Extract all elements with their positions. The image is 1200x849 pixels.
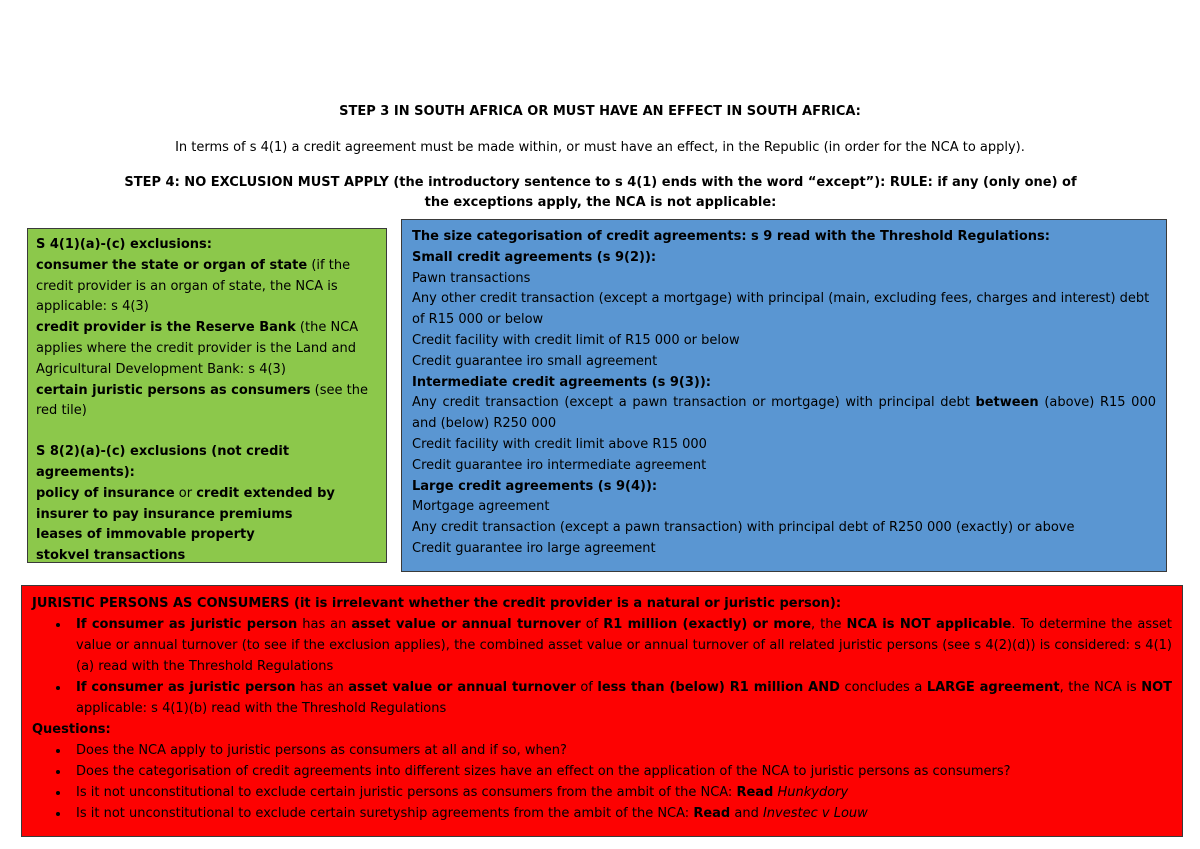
small-item: Credit facility with credit limit of R15 000 or below: [412, 332, 740, 348]
rule2-part: of: [575, 680, 598, 695]
rule2-part: LARGE agreement: [926, 680, 1060, 695]
exclusion-reserve-bank: [36, 318, 378, 380]
s4-exclusions-heading: S 4(1)(a)-(c) exclusions:: [36, 237, 212, 252]
rule1-part: of: [580, 617, 604, 632]
intermediate-item: Credit facility with credit limit above R15 000: [412, 436, 707, 452]
question4-read: Read: [693, 806, 731, 821]
question3-text: Is it not unconstitutional to exclude certain juristic persons as consumers from the ambit of the NCA:: [76, 785, 737, 800]
small-item: Pawn transactions: [412, 270, 531, 286]
rule1-part: has an: [297, 617, 352, 632]
rule1-part: R1 million (exactly) or more: [603, 617, 812, 632]
questions-list: [32, 740, 1172, 824]
step3-text: In terms of s 4(1) a credit agreement must be made within, or must have an effect, in the Republic (in order for the NCA to apply).: [175, 140, 1025, 155]
rule1-part: asset value or annual turnover: [351, 617, 581, 632]
exclusion-insurance: [36, 484, 378, 526]
intermediate-heading: Intermediate credit agreements (s 9(3)):: [412, 374, 711, 390]
exclusion-reserve-bank-bold: credit provider is the Reserve Bank: [36, 320, 296, 336]
intermediate-item-between: between: [975, 395, 1039, 411]
exclusion-state-rest: (if the credit provider is an organ of state, the NCA is applicable: s 4(3): [36, 257, 351, 315]
rule1-part: , the: [811, 617, 847, 632]
juristic-rules-list: [32, 614, 1172, 719]
rule2-part: less than (below) R1 million AND: [597, 680, 840, 695]
size-categorisation-box: [401, 219, 1167, 572]
questions-heading: Questions:: [32, 722, 111, 737]
question-item: • Does the categorisation of credit agreements into different sizes have an effect on the application of the NCA to juristic persons as consumers?: [70, 761, 1172, 782]
question-item: • Does the NCA apply to juristic persons as consumers at all and if so, when?: [70, 740, 1172, 761]
rule2-part: applicable: s 4(1)(b) read with the Threshold Regulations: [76, 701, 447, 716]
exclusions-box: [27, 228, 387, 563]
question-item: [70, 782, 1172, 803]
intermediate-item-text-c: (above) R15 000 and (below) R250 000: [412, 395, 1156, 432]
rule2-part: If consumer as juristic person: [76, 680, 296, 695]
exclusion-leases: leases of immovable property: [36, 527, 255, 543]
exclusion-insurance-bold1: policy of insurance: [36, 485, 175, 501]
small-heading: Small credit agreements (s 9(2)):: [412, 249, 657, 265]
small-item: Any other credit transaction (except a mortgage) with principal (main, excluding fees, charges and interest) debt of R15 000 or below: [412, 291, 1150, 328]
s8-exclusions-heading: S 8(2)(a)-(c) exclusions (not credit agreements):: [36, 444, 290, 480]
question4-text: Is it not unconstitutional to exclude certain suretyship agreements from the ambit of the NCA:: [76, 806, 694, 821]
question-item: [70, 803, 1172, 824]
intermediate-item: Credit guarantee iro intermediate agreement: [412, 457, 707, 473]
juristic-title: JURISTIC PERSONS AS CONSUMERS (it is irrelevant whether the credit provider is a natural or juristic person):: [32, 596, 842, 611]
exclusion-reserve-bank-rest: (the NCA applies where the credit provider is the Land and Agricultural Development Bank: s 4(3): [36, 320, 359, 377]
rule1-part: NCA is NOT applicable: [846, 617, 1012, 632]
juristic-rule-1: [70, 614, 1172, 677]
question3-case: Hunkydory: [773, 785, 849, 800]
intermediate-item-text-a: Any credit transaction (except a pawn transaction or mortgage) with principal debt: [412, 395, 976, 411]
size-title: The size categorisation of credit agreements: s 9 read with the Threshold Regulations:: [412, 229, 1050, 244]
large-item: Any credit transaction (except a pawn transaction) with principal debt of R250 000 (exactly) or above: [412, 520, 1075, 536]
question3-read: Read: [736, 785, 774, 800]
step4-title: STEP 4: NO EXCLUSION MUST APPLY (the introductory sentence to s 4(1) ends with the word “except”): RULE: if any (only one) of the exceptions apply, the NCA is not applicable:: [124, 175, 1077, 210]
large-heading: Large credit agreements (s 9(4)):: [412, 478, 658, 494]
rule2-part: , the NCA is: [1059, 680, 1142, 695]
small-item: Credit guarantee iro small agreement: [412, 353, 658, 369]
exclusion-juristic-rest: (see the red tile): [36, 382, 368, 419]
rule2-part: NOT: [1141, 680, 1173, 695]
juristic-rule-2: [70, 677, 1172, 719]
exclusion-juristic-bold: certain juristic persons as consumers: [36, 382, 311, 398]
question4-and: and: [730, 806, 763, 821]
juristic-persons-box: [21, 585, 1183, 837]
intermediate-item: [412, 393, 1156, 435]
large-item: Credit guarantee iro large agreement: [412, 540, 656, 556]
rule2-part: concludes a: [839, 680, 927, 695]
rule1-part: . To determine the asset value or annual turnover (to see if the exclusion applies), the combined asset value or annual turnover of all related juristic persons (see s 4(2)(d)) is considered: s 4(1)(a) read with the Threshold Regulations: [76, 617, 1172, 674]
exclusion-juristic: [36, 381, 378, 423]
exclusion-insurance-mid: or: [174, 485, 197, 501]
question4-case: Investec v Louw: [762, 806, 868, 821]
exclusion-stokvel: stokvel transactions: [36, 548, 186, 564]
large-item: Mortgage agreement: [412, 499, 550, 515]
rule2-part: has an: [295, 680, 349, 695]
exclusion-state-bold: consumer the state or organ of state: [36, 257, 308, 273]
rule2-part: asset value or annual turnover: [348, 680, 576, 695]
exclusion-insurance-bold2: credit extended by insurer to pay insurance premiums: [36, 485, 335, 522]
rule1-part: If consumer as juristic person: [76, 617, 298, 632]
exclusion-state: [36, 256, 378, 318]
step3-title: STEP 3 IN SOUTH AFRICA OR MUST HAVE AN EFFECT IN SOUTH AFRICA:: [339, 104, 861, 119]
